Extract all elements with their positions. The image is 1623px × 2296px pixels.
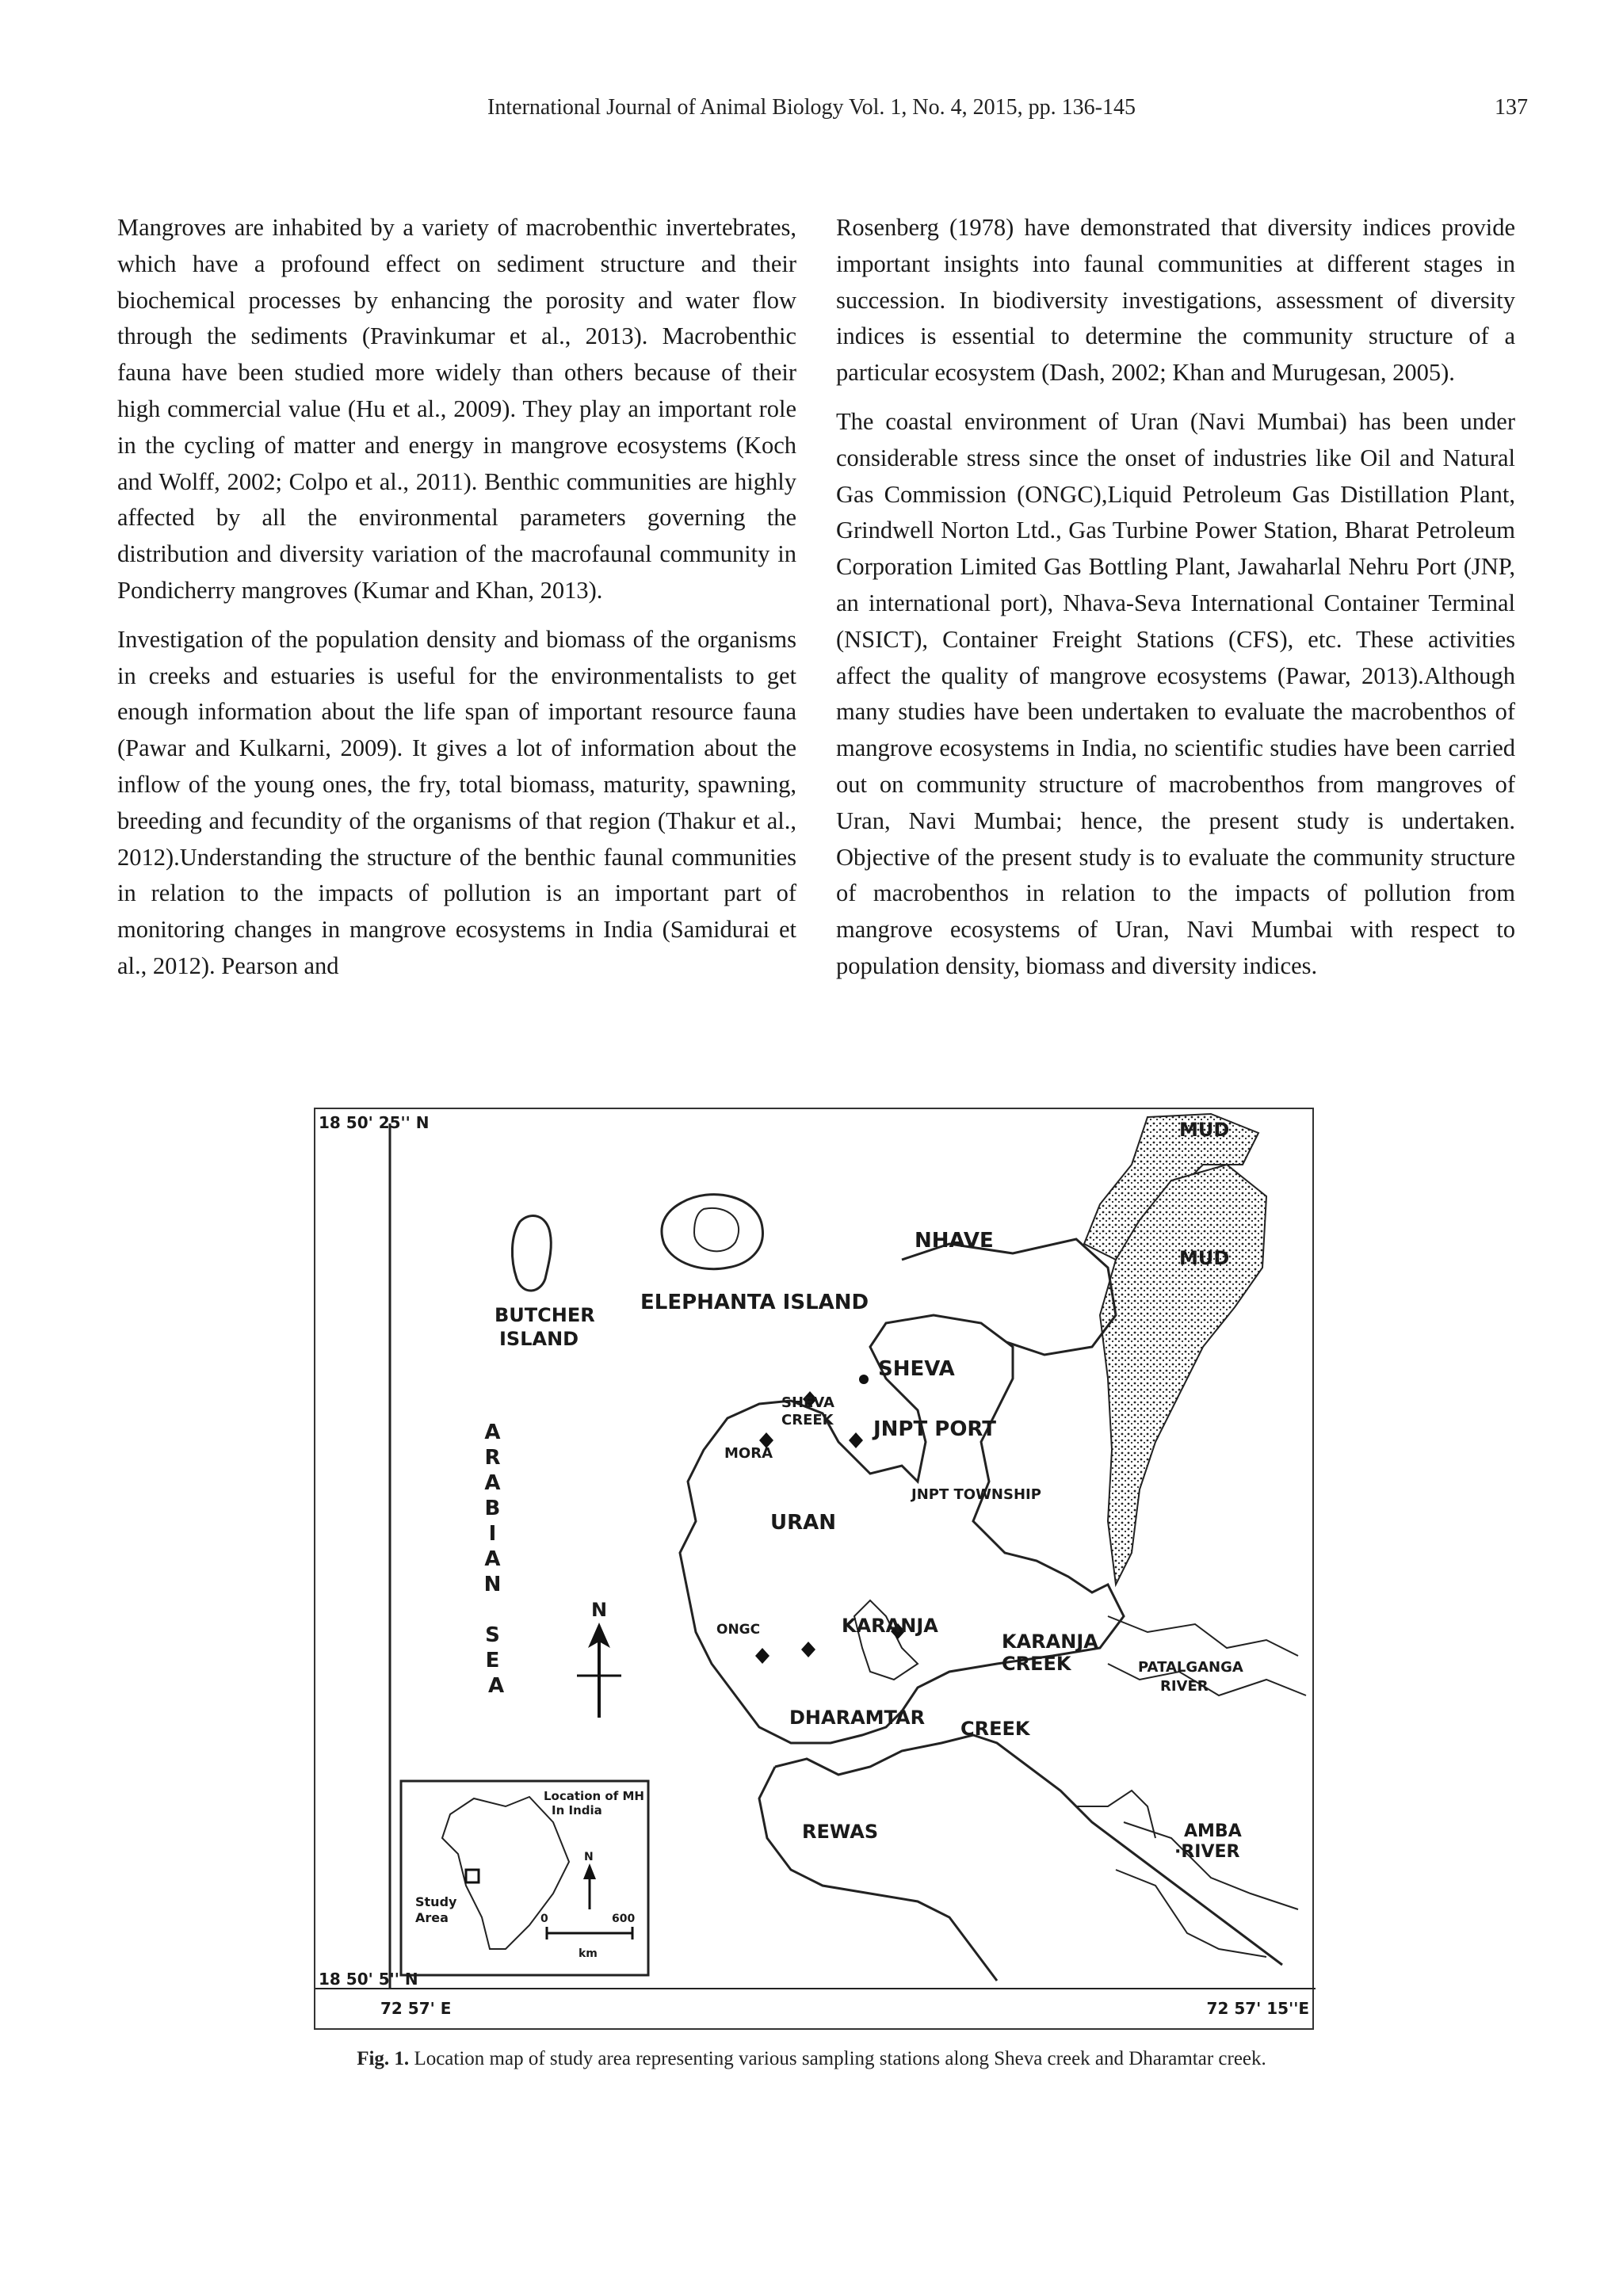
- elephanta-island-shape: [662, 1195, 763, 1269]
- label-mud-center: MUD: [1179, 1247, 1230, 1269]
- label-jnpt-port: JNPT PORT: [873, 1417, 997, 1441]
- figure-caption: [0, 2048, 1623, 2070]
- label-sheva: SHEVA: [878, 1357, 955, 1381]
- inset-scale-zero: 0: [540, 1913, 548, 1925]
- label-butcher-island: [495, 1304, 601, 1350]
- label-mora: MORA: [724, 1445, 773, 1462]
- figure-caption-text: Location map of study area representing various sampling stations along Sheva creek and Dharamtar creek.: [414, 2048, 1266, 2069]
- label-karanja: KARANJA: [842, 1615, 938, 1637]
- label-karanja-creek: KARANJA CREEK: [1002, 1630, 1098, 1675]
- label-sheva-creek: SHEVA CREEK: [781, 1394, 834, 1428]
- page-number: 137: [1495, 95, 1528, 120]
- label-uran: URAN: [770, 1511, 837, 1535]
- butcher-island-shape: [512, 1215, 551, 1291]
- figure-caption-label: Fig. 1.: [357, 2048, 410, 2069]
- amba-river-line: [1116, 1870, 1266, 1957]
- inset-location-label: Location of MH In India: [544, 1789, 644, 1817]
- label-creek: CREEK: [960, 1718, 1030, 1740]
- inset-study-area-label: Study Area: [415, 1894, 457, 1925]
- label-amba-river: AMBA ·RIVER: [1174, 1821, 1242, 1862]
- coord-bottom-left-lat: 18 50' 5'' N: [319, 1970, 418, 1989]
- map-svg: [315, 1109, 1316, 2031]
- inset-scale-max: 600: [612, 1913, 636, 1925]
- label-rewas: REWAS: [802, 1821, 879, 1843]
- paragraph: Rosenberg (1978) have demonstrated that diversity indices provide important insights into faunal communities at different stages in succession. In biodiversity investigations, assessment of diversity indices is essential to determine the community structure of a particular ecosystem (Dash, 2002; Khan and Murugesan, 2005).: [836, 214, 1515, 387]
- label-arabian-sea: A R A B I A N S E A: [483, 1421, 505, 1698]
- label-nhave: NHAVE: [915, 1229, 994, 1253]
- journal-header: International Journal of Animal Biology Vol. 1, No. 4, 2015, pp. 136-145: [487, 95, 1136, 120]
- right-column: [836, 210, 1515, 997]
- inset-box: [401, 1781, 648, 1975]
- sampling-station-marker: [849, 1432, 863, 1448]
- label-mud-top: MUD: [1179, 1119, 1230, 1141]
- coord-bottom-right-lon: 72 57' 15''E: [1206, 1999, 1309, 2018]
- inset-scale-unit: km: [579, 1947, 598, 1960]
- study-area-map: [314, 1108, 1314, 2030]
- label-patalganga-river: PATALGANGA RIVER: [1138, 1659, 1243, 1695]
- paragraph: The coastal environment of Uran (Navi Mumbai) has been under considerable stress since the onset of industries like Oil and Natural Gas Commission (ONGC),Liquid Petroleum Gas Distillation Plant, Grindwell Norton Ltd., Gas Turbine Power Station, Bharat Petroleum Corporation Limited Gas Bottling Plant, Jawaharlal Nehru Port (JNP, an international port), Nhava-Seva International Container Terminal (NSICT), Container Freight Stations (CFS), etc. These activities affect the quality of mangrove ecosystems (Pawar, 2013).Although many studies have been undertaken to evaluate the macrobenthos of mangrove ecosystems in India, no scientific studies have been carried out on community structure of macrobenthos from mangroves of Uran, Navi Mumbai; hence, the present study is undertaken. Objective of the present study is to evaluate the community structure of macrobenthos in relation to the impacts of pollution from mangrove ecosystems of Uran, Navi Mumbai with respect to population density, biomass and diversity indices.: [836, 407, 1515, 979]
- jnpt-port-marker: [859, 1375, 869, 1384]
- coord-top-left-lat: 18 50' 25'' N: [319, 1113, 430, 1132]
- patalganga-river-line: [1108, 1616, 1298, 1656]
- coord-bottom-left-lon: 72 57' E: [380, 1999, 452, 2018]
- label-dharamtar: DHARAMTAR: [789, 1707, 926, 1729]
- label-ongc: ONGC: [716, 1622, 761, 1638]
- inset-north: N: [584, 1851, 594, 1863]
- label-butcher-line1: BUTCHER: [495, 1304, 595, 1326]
- label-butcher-line2: ISLAND: [499, 1328, 579, 1350]
- label-elephanta-island: ELEPHANTA ISLAND: [640, 1291, 869, 1314]
- paragraph: Investigation of the population density and biomass of the organisms in creeks and estuaries is useful for the environmentalists to get enough information about the life span of important resource fauna (Pawar and Kulkarni, 2009). It gives a lot of information about the inflow of the young ones, the fry, total biomass, maturity, spawning, breeding and fecundity of the organisms of that region (Thakur et al., 2012).Understanding the structure of the benthic faunal communities in relation to the impacts of pollution is an important part of monitoring changes in mangrove ecosystems in India (Samidurai et al., 2012). Pearson and: [117, 625, 796, 979]
- label-jnpt-township: JNPT TOWNSHIP: [911, 1486, 1041, 1503]
- paragraph: Mangroves are inhabited by a variety of macrobenthic invertebrates, which have a profound effect on sediment structure and their biochemical processes by enhancing the porosity and water flow through the sediments (Pravinkumar et al., 2013). Macrobenthic fauna have been studied more widely than others because of their high commercial value (Hu et al., 2009). They play an important role in the cycling of matter and energy in mangrove ecosystems (Koch and Wolff, 2002; Colpo et al., 2011). Benthic communities are highly affected by all the environmental parameters governing the distribution and diversity variation of the macrofaunal community in Pondicherry mangroves (Kumar and Khan, 2013).: [117, 214, 796, 604]
- left-column: [117, 210, 796, 997]
- north-label: N: [590, 1599, 608, 1621]
